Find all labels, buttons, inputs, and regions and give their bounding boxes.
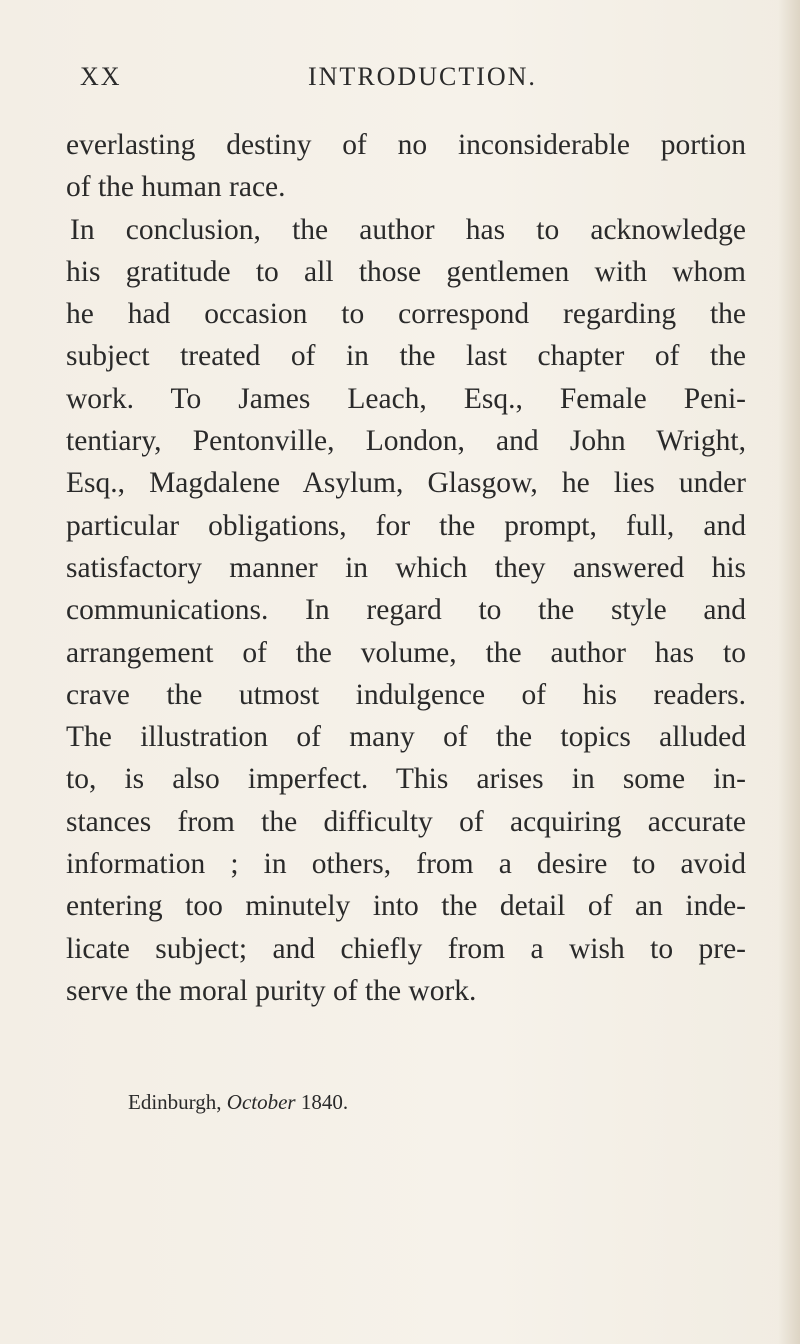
text-line: Esq., Magdalene Asylum, Glasgow, he lies under [66,467,746,500]
text-line: subject treated of in the last chapter of the [66,340,746,373]
text-line: entering too minutely into the detail of an inde- [66,890,746,923]
text-line: he had occasion to correspond regarding the [66,298,746,331]
text-line: particular obligations, for the prompt, full, and [66,509,746,542]
body-text [66,124,746,1012]
text-line: communications. In regard to the style and [66,594,746,627]
running-head: INTRODUCTION. [308,62,537,91]
text-line: The illustration of many of the topics alluded [66,721,746,754]
text-line: of the human race. [66,171,286,204]
text-line: crave the utmost indulgence of his readers. [66,678,746,711]
page-number: XX [80,62,122,91]
text-line: In conclusion, the author has to acknowledge [70,213,746,246]
text-line: arrangement of the volume, the author has to [66,636,746,669]
text-line: everlasting destiny of no inconsiderable portion [66,129,746,161]
signature-month: October [226,1090,296,1114]
text-line: stances from the difficulty of acquiring accurate [66,805,746,838]
page-edge-shadow [778,0,800,1344]
date-signature [128,1090,348,1115]
text-line: information ; in others, from a desire to avoid [66,848,746,881]
text-line: satisfactory manner in which they answered his [66,551,746,584]
signature-year: 1840. [300,1090,349,1114]
text-line: work. To James Leach, Esq., Female Peni- [66,382,746,415]
page-header [66,62,746,102]
text-line: tentiary, Pentonville, London, and John Wright, [66,425,746,458]
text-line: to, is also imperfect. This arises in some in- [66,763,746,796]
text-line: serve the moral purity of the work. [66,974,477,1007]
signature-place: Edinburgh, [128,1090,222,1114]
text-line: his gratitude to all those gentlemen with whom [66,255,746,288]
text-line: licate subject; and chiefly from a wish to pre- [66,932,746,965]
